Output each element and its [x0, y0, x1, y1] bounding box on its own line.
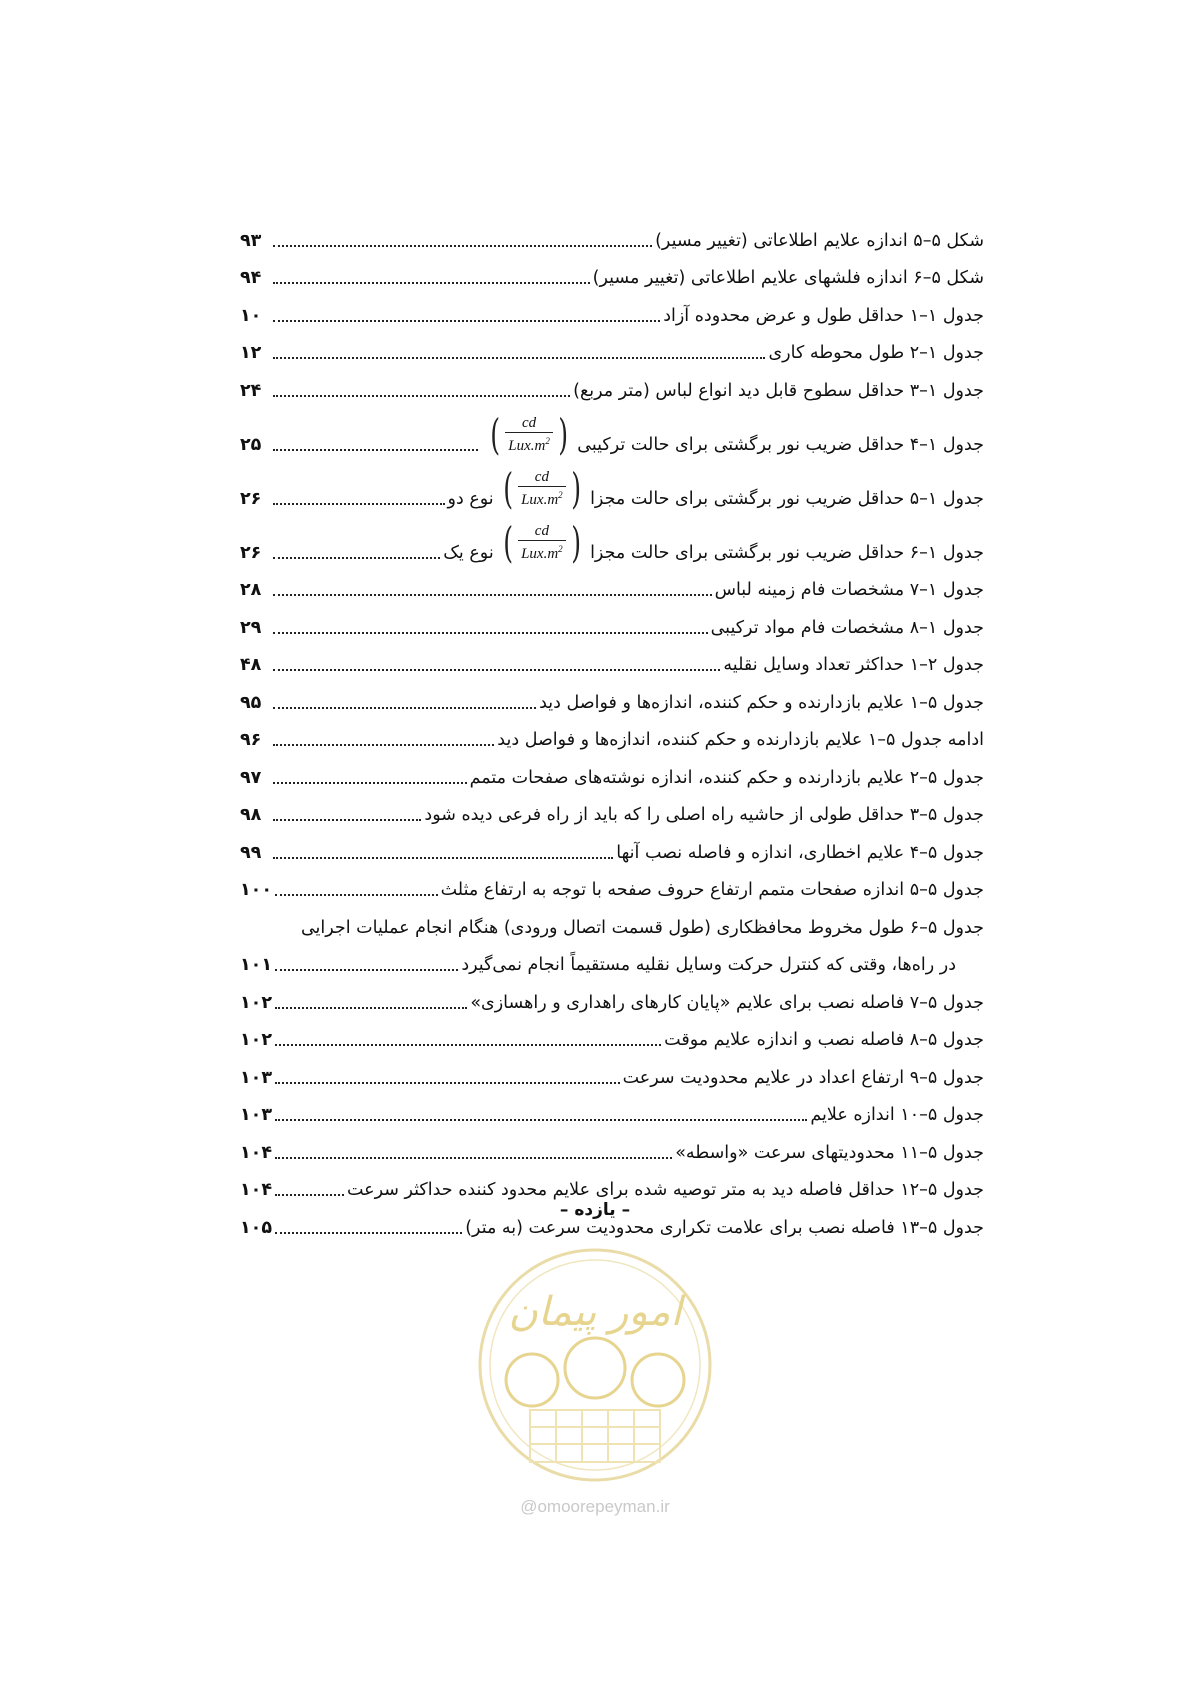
toc-entry: [240, 864, 984, 902]
toc-entry: [240, 639, 984, 677]
toc-entry-suffix: نوع یک: [443, 542, 494, 563]
toc-page-number: ۹۳: [240, 230, 262, 251]
toc-page-number: ۹۹: [240, 842, 262, 863]
toc-entry: [240, 714, 984, 752]
unit-fraction: [500, 517, 584, 567]
fraction-numerator: cd: [534, 522, 549, 539]
dot-leader: [273, 357, 765, 359]
dot-leader: [273, 782, 467, 784]
toc-page-number: ۱۲: [240, 343, 262, 363]
fraction: [518, 523, 566, 563]
toc-entry-title: شکل ۵–۵ اندازه علایم اطلاعاتی (تغییر مسیر): [655, 230, 984, 251]
fraction-exponent: 2: [558, 543, 563, 554]
dot-leader: [273, 245, 652, 247]
toc-entry: [240, 252, 984, 290]
toc-entry-title: جدول ۵–۲ علایم بازدارنده و حکم کننده، اندازه نوشته‌های صفحات متمم: [469, 767, 984, 788]
toc-page-number: ۱۰۵: [240, 1217, 273, 1238]
toc-entry-title: جدول ۵–۶ طول مخروط محافظکاری (طول قسمت اتصال ورودی) هنگام انجام عملیات اجرایی: [300, 917, 984, 938]
toc-entry-title: جدول ۱–۱ حداقل طول و عرض محدوده آزاد: [663, 305, 984, 326]
toc-entry-title: جدول ۵–۸ فاصله نصب و اندازه علایم موقت: [664, 1030, 984, 1050]
toc-entry-title: جدول ۱–۴ حداقل ضریب نور برگشتی برای حالت ترکیبی: [577, 434, 984, 455]
toc-entry: [240, 976, 984, 1014]
toc-entry: [240, 1126, 984, 1164]
toc-entry-title: جدول ۲–۱ حداکثر تعداد وسایل نقلیه: [723, 655, 984, 675]
toc-entry-title: جدول ۵–۹ ارتفاع اعداد در علایم محدودیت سرعت: [622, 1067, 984, 1088]
toc-page-number: ۱۰۴: [240, 1180, 273, 1200]
toc-page-number: ۹۴: [240, 268, 262, 288]
fraction-denominator: $Lux.m^2$: [518, 486, 566, 509]
watermark-url: @omoorepeyman.ir: [520, 1497, 670, 1516]
fraction-numerator: cd: [534, 468, 549, 485]
toc-entry: [240, 564, 984, 602]
toc-page-number: ۱۰۱: [240, 955, 273, 975]
dot-leader: [273, 632, 708, 634]
page-number-label: – یازده –: [559, 1200, 631, 1220]
toc-page-number: ۲۶: [240, 488, 262, 509]
dot-leader: [273, 395, 570, 397]
fraction-denominator: $Lux.m^2$: [518, 540, 566, 563]
dot-leader: [275, 1007, 467, 1009]
dot-leader: [273, 857, 613, 859]
dot-leader: [275, 1194, 344, 1196]
toc-entry: [240, 789, 984, 827]
toc-entry-title: جدول ۵–۱۱ محدودیتهای سرعت «واسطه»: [675, 1142, 984, 1163]
dot-leader: [273, 503, 445, 505]
toc-page-number: ۹۸: [240, 805, 262, 825]
toc-entry: [240, 1089, 984, 1127]
toc-entry: [240, 456, 984, 513]
toc-entry: [240, 826, 984, 864]
dot-leader: [273, 282, 590, 284]
toc-entry-title: جدول ۵–۱۰ اندازه علایم: [810, 1105, 984, 1125]
table-of-contents: [240, 214, 984, 1239]
dot-leader: [273, 594, 712, 596]
dot-leader: [273, 744, 494, 746]
dot-leader: [273, 557, 440, 559]
toc-entry: [240, 289, 984, 327]
dot-leader: [273, 707, 536, 709]
dot-leader: [273, 320, 660, 322]
toc-entry-title: جدول ۱–۵ حداقل ضریب نور برگشتی برای حالت مجزا: [590, 488, 984, 509]
left-paren: (: [570, 463, 581, 513]
dot-leader: [273, 669, 720, 671]
toc-entry: [240, 601, 984, 639]
right-paren: ): [490, 409, 500, 459]
toc-entry-title: جدول ۱–۶ حداقل ضریب نور برگشتی برای حالت مجزا: [590, 542, 984, 563]
dot-leader: [275, 1082, 620, 1084]
left-paren: (: [558, 409, 568, 459]
dot-leader: [275, 1232, 462, 1234]
toc-entry-title: جدول ۵–۷ فاصله نصب برای علایم «پایان کارهای راهداری و راهسازی»: [470, 992, 984, 1013]
toc-page-number: ۱۰۲: [240, 992, 273, 1013]
toc-entry-title: جدول ۵–۱ علایم بازدارنده و حکم کننده، اندازه‌ها و فواصل دید: [539, 692, 984, 713]
dot-leader: [275, 1044, 661, 1046]
toc-entry: [240, 402, 984, 459]
toc-entry-title: جدول ۵–۱۲ حداقل فاصله دید به متر توصیه شده برای علایم محدود کننده حداکثر سرعت: [346, 1180, 984, 1200]
toc-entry: [240, 751, 984, 789]
fraction-denominator: $Lux.m^2$: [505, 432, 553, 455]
toc-page-number: ۱۰: [240, 305, 262, 326]
toc-entry: [240, 1014, 984, 1052]
fraction: [518, 469, 566, 509]
toc-page-number: ۲۶: [240, 542, 262, 563]
toc-page-number: ۴۸: [240, 655, 262, 675]
fraction-numerator: cd: [521, 414, 537, 431]
toc-page-number: ۲۴: [240, 380, 262, 401]
toc-page-number: ۲۸: [240, 580, 262, 600]
toc-page-number: ۱۰۳: [240, 1105, 273, 1125]
toc-entry-title: جدول ۵–۳ حداقل طولی از حاشیه راه اصلی را که باید از راه فرعی دیده شود: [424, 805, 984, 825]
toc-entry-title: جدول ۵–۱۳ فاصله نصب برای علامت تکراری محدودیت سرعت (به متر): [465, 1217, 984, 1238]
toc-entry: [240, 327, 984, 365]
left-paren: (: [570, 517, 581, 567]
toc-entry-title: جدول ۱–۷ مشخصات فام زمینه لباس: [714, 580, 984, 600]
toc-entry: [240, 676, 984, 714]
dot-leader: [275, 894, 438, 896]
toc-entry: [240, 364, 984, 402]
right-paren: ): [502, 517, 513, 567]
toc-entry-suffix: نوع دو: [447, 488, 494, 509]
toc-entry-title: جدول ۱–۳ حداقل سطوح قابل دید انواع لباس (متر مربع): [573, 380, 984, 401]
fraction-exponent: 2: [558, 489, 563, 500]
dot-leader: [275, 1157, 672, 1159]
toc-page-number: ۹۵: [240, 692, 262, 713]
toc-entry-title: جدول ۱–۸ مشخصات فام مواد ترکیبی: [710, 617, 984, 638]
watermark-logo-text: امور پیمان: [508, 1289, 682, 1335]
toc-entry-title: جدول ۵–۵ اندازه صفحات متمم ارتفاع حروف صفحه با توجه به ارتفاع مثلث: [440, 880, 984, 900]
unit-fraction: [487, 409, 571, 459]
toc-entry-title: در راه‌ها، وقتی که کنترل حرکت وسایل نقلیه مستقیماً انجام نمی‌گیرد: [461, 955, 956, 975]
toc-page-number: ۱۰۴: [240, 1142, 273, 1163]
dot-leader: [275, 1119, 807, 1121]
dot-leader: [275, 969, 458, 971]
toc-page-number: ۲۵: [240, 434, 262, 455]
toc-entry: [240, 214, 984, 252]
unit-fraction: [500, 463, 584, 513]
fraction-exponent: 2: [545, 435, 550, 446]
fraction: [505, 415, 553, 455]
toc-entry: [240, 901, 984, 939]
toc-entry-title: جدول ۵–۴ علایم اخطاری، اندازه و فاصله نصب آنها: [616, 842, 984, 863]
toc-page-number: ۱۰۰: [240, 880, 273, 900]
toc-entry-title: ادامه جدول ۵–۱ علایم بازدارنده و حکم کننده، اندازه‌ها و فواصل دید: [497, 730, 984, 750]
toc-entry: [240, 1164, 984, 1202]
toc-page-number: ۱۰۳: [240, 1067, 273, 1088]
toc-entry-title: جدول ۱–۲ طول محوطه کاری: [768, 343, 984, 363]
toc-page-number: ۹۶: [240, 730, 262, 750]
toc-page-number: ۲۹: [240, 617, 262, 638]
toc-page-number: ۱۰۲: [240, 1030, 273, 1050]
toc-page-number: ۹۷: [240, 767, 262, 788]
toc-entry: [240, 510, 984, 567]
toc-entry: [240, 939, 984, 977]
dot-leader: [273, 819, 421, 821]
dot-leader: [273, 449, 478, 451]
right-paren: ): [502, 463, 513, 513]
watermark-logo: [470, 1240, 720, 1490]
toc-entry-title: شکل ۵–۶ اندازه فلشهای علایم اطلاعاتی (تغییر مسیر): [592, 268, 984, 288]
toc-entry: [240, 1051, 984, 1089]
